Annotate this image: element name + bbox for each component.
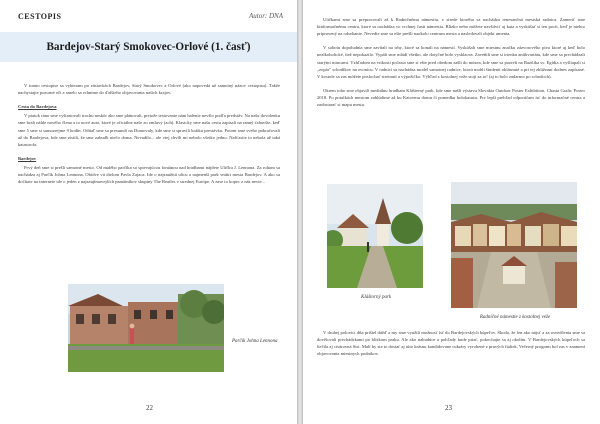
body-paragraph: Uličkami sme sa prepracovali až k Radničnému námestiu, v strede ktorého sa nachádza renesančná mestská radnica. Zameriť sme kinformačnému centru, ktoré sa nachádza vo vrchnej časti námestia. Blízko nebo môžete navštíviť aj kata a vyskúšať si ten pocit, keď je niekto pripravený na odsekanie. Nevedie sme sa ešte prešli naokolo centrum mesta a nasledovali objekt umenia. — [317, 17, 585, 37]
photo-caption: Radničné námestie z kostolnej veže — [479, 315, 551, 320]
page-number: 23 — [445, 404, 452, 412]
header-logo: CESTOPIS — [18, 12, 62, 21]
page-number: 22 — [146, 404, 153, 412]
body-paragraph: V sobotu dopoludnia sme zavítali na trhy, ktoré sa konali na námestí. Vyskúšali sme miestnu značku zázvorového piva ktoré aj keď bolo nealkoholické, tiež nepokazilo. Vypáli sme mládí všetko, ale dotyčné bolo vysklacea. Zaveňili sme si trienku antikvariátu, kde sme sa prechádzali starými mincami. Vzhľadom na vrtkosti počasia sme si ešte pred obedom zašli do múzea, kde sme sa pozreli na Bazilika sv. Egídia a vyšliapali si „zopár" schodíkov na zvonicu. V radnici sa nachádza model samotnej radnice, ktorú mohli študenti ohlásnuté a pri tej zbližzaní dodnes zapísané. V kostole sa zas môžete poslochať stretnutí a výpožičko. Výhľad z kostolnej veže stojí za to! (aj to bolo zadarmo po schodoch). — [317, 45, 585, 79]
photo-caption: Kláštorný park — [361, 295, 392, 300]
right-page — [303, 0, 600, 424]
left-page — [0, 0, 297, 424]
right-body-bottom — [317, 329, 585, 364]
town-square-photo — [451, 182, 577, 308]
header-author: Autor: DNA — [248, 12, 283, 20]
body-paragraph: Okrem toho sme objavili mediálnu hradbam Klášterný park, kde sme našli výstavu Slovakia Outdoor Poster Exhibition, Chasta Grafic Poster 2018. Po potulkách mestom zablúdime až ku Katovmu domu či pomedku holokaustu. Pre lepší prehľad odporúčam ísť do informačné centra a zaobstarať si mapu mesta. — [317, 87, 585, 108]
page-title: Bardejov-Starý Smokovec-Orlové (1. časť) — [46, 41, 251, 53]
section-heading: Cesta do Bardejova — [18, 104, 57, 110]
body-paragraph: Prvý deň sme si prešli samotné mesto. Od malého parčíka so spievajúcou fontánou nad hradbami nájdete Uličku J. Lennona. Za rohom sa nachádza aj Parčík Johna Lennona. Obidve vú dielom Pavla Zajaca. Ide o najzaužitú ulicu a najmenší park vnútri mesta Bardejov. A ako sa dočítate na internete ide o jeden z najzaujímavejších pamätníkov skupiny The Beatles v strednej Európe. A zase to kopec z nás nevie... — [18, 165, 280, 185]
monastery-park-photo — [327, 184, 423, 288]
intro-paragraph: V tomto cestopise sa vybieram po zástavkách Bardejov, Starý Smokovec a Orlové (ako napovedá už samotný názov cestopisu). Takže nachystajte pozorné oči a smelo sa vrhnime do ďalšieho objavovania našich krajov. — [18, 83, 280, 96]
photo-caption: Parčík Johna Lennona — [232, 339, 278, 344]
section-heading: Bardejov — [18, 155, 37, 161]
lennon-park-photo — [68, 284, 224, 372]
right-body-top — [317, 16, 585, 115]
left-body — [18, 82, 280, 192]
title-band — [0, 32, 297, 62]
body-paragraph: V druhej polovici dňa prišiel dážď a my sme využili možnosť ísť do Bardejovských kúpeľov. Škoda, že len ako nájsť a za osvedčenia sme sa dovŕšovali prechádzkami po blízkom parku. Ale ako nabudúce a pohľady bude priať, pokochajte sa aj okolím. V Bardejovských kúpeľoch sa liečila aj cisárovná Sisi. Malí by ste to dostať aj túto krásnu kandidovane cukráry vyrobené z pravých fialiek. Večerný program bol zas v znamení objavovania miestnych podnikov. — [317, 330, 585, 357]
body-paragraph: V piatok ráno sme vyštartovali trochu neskôr ako sme plánovali, pretože testovanie nám balenie nevšlo podľa predstáv. Na našu dovolenku sme brali náhle nového člena a to nové auto, ktoré je oficiálne naše zo zmluvy (ach). Klasicky sme našu cestu zapisali na ranný ťahavšie, keď sme 5 sme si samozrejme 9 hodín. Odtiaľ sme sa presunuli na Domovaly, kde sme si spravili krátku prestávku. Potom sme sveho pokračovali až do Bardejova, kde sme zistili, že sme zabudli niečo doma. Nevadilo... ale vtej chvíli mi nebolo všetko jedno. Našťastie to nebola až taká katastrofa. — [18, 113, 280, 147]
